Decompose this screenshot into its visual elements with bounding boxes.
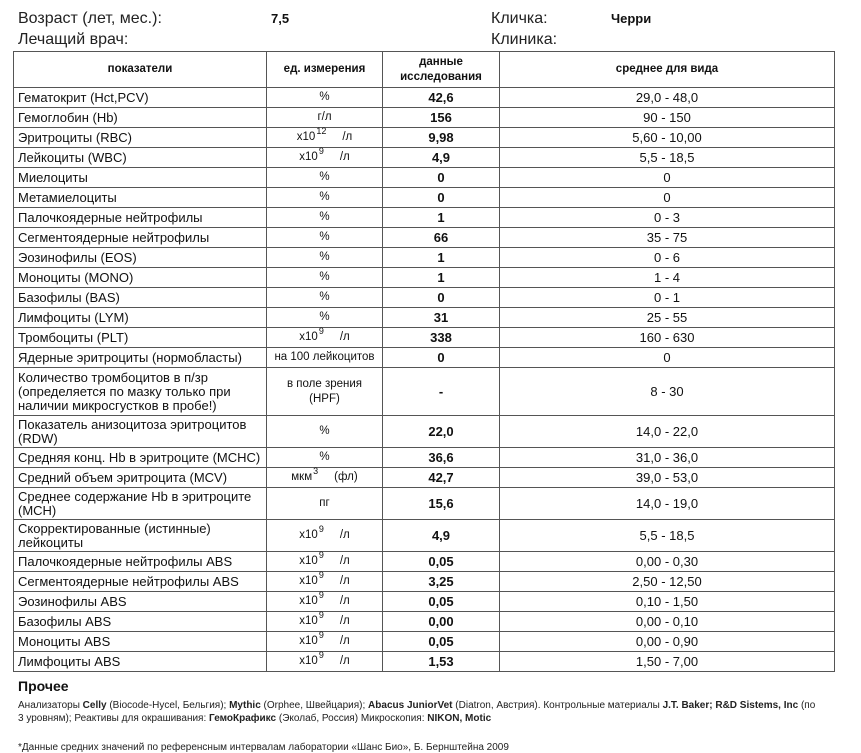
- reference-range: 2,50 - 12,50: [500, 572, 835, 592]
- result-value: 1: [383, 248, 500, 268]
- unit-suffix: /л: [339, 575, 350, 587]
- table-body: [14, 88, 835, 672]
- unit-base: x10: [296, 131, 316, 143]
- unit-cell: в поле зрения (HPF): [267, 368, 383, 416]
- indicator-name: Моноциты ABS: [14, 632, 267, 652]
- unit-cell: %: [267, 448, 383, 468]
- unit-exponent: 9: [318, 550, 324, 560]
- indicator-name: Моноциты (MONO): [14, 268, 267, 288]
- unit-base: x10: [299, 635, 318, 647]
- unit-cell: [267, 572, 383, 592]
- footer-text-part: J.T. Baker; R&D Sistems, Inc: [662, 700, 799, 711]
- reference-range: 0,10 - 1,50: [500, 592, 835, 612]
- unit-suffix: /л: [342, 131, 353, 143]
- table-row: [14, 128, 835, 148]
- reference-range: 29,0 - 48,0: [500, 88, 835, 108]
- reference-range: 160 - 630: [500, 328, 835, 348]
- result-value: 1,53: [383, 652, 500, 672]
- unit-cell: [267, 592, 383, 612]
- unit-cell: [267, 128, 383, 148]
- age-label: Возраст (лет, мес.):: [18, 10, 162, 27]
- indicator-name: Средняя конц. Hb в эритроците (MCHC): [14, 448, 267, 468]
- table-row: [14, 632, 835, 652]
- reference-range: 1 - 4: [500, 268, 835, 288]
- table-row: [14, 228, 835, 248]
- indicator-name: Лимфоциты (LYM): [14, 308, 267, 328]
- header-unit: ед. измерения: [267, 52, 383, 88]
- unit-cell: %: [267, 188, 383, 208]
- reference-range: 0 - 6: [500, 248, 835, 268]
- result-value: 0,05: [383, 632, 500, 652]
- table-row: [14, 652, 835, 672]
- table-row: [14, 368, 835, 416]
- result-value: 0,05: [383, 592, 500, 612]
- result-value: 338: [383, 328, 500, 348]
- unit-cell: %: [267, 168, 383, 188]
- unit-exponent: 9: [318, 570, 324, 580]
- result-value: 0: [383, 168, 500, 188]
- reference-range: 5,5 - 18,5: [500, 148, 835, 168]
- reference-range: 39,0 - 53,0: [500, 468, 835, 488]
- unit-exponent: 9: [318, 630, 324, 640]
- indicator-name: Миелоциты: [14, 168, 267, 188]
- header-reference: среднее для вида: [500, 52, 835, 88]
- reference-range: 0 - 3: [500, 208, 835, 228]
- result-value: 31: [383, 308, 500, 328]
- indicator-name: Гемоглобин (Hb): [14, 108, 267, 128]
- unit-cell: [267, 328, 383, 348]
- reference-range: 0,00 - 0,30: [500, 552, 835, 572]
- indicator-name: Гематокрит (Hct,PCV): [14, 88, 267, 108]
- unit-exponent: 9: [318, 650, 324, 660]
- table-row: [14, 248, 835, 268]
- footer-text-part: (по 3 уровням); Реактивы для окрашивания:: [18, 700, 816, 724]
- reference-range: 35 - 75: [500, 228, 835, 248]
- indicator-name: Показатель анизоцитоза эритроцитов (RDW): [14, 416, 267, 448]
- indicator-name: Средний объем эритроцита (MCV): [14, 468, 267, 488]
- reference-range: 5,5 - 18,5: [500, 520, 835, 552]
- table-row: [14, 168, 835, 188]
- unit-cell: %: [267, 208, 383, 228]
- reference-range: 0: [500, 188, 835, 208]
- reference-range: 0,00 - 0,90: [500, 632, 835, 652]
- unit-cell: [267, 520, 383, 552]
- footer-text-part: Abacus JuniorVet: [368, 700, 453, 711]
- indicator-name: Палочкоядерные нейтрофилы ABS: [14, 552, 267, 572]
- result-value: 0,05: [383, 552, 500, 572]
- table-row: [14, 348, 835, 368]
- unit-suffix: /л: [339, 655, 350, 667]
- reference-range: 0,00 - 0,10: [500, 612, 835, 632]
- result-value: 36,6: [383, 448, 500, 468]
- reference-range: 14,0 - 19,0: [500, 488, 835, 520]
- unit-base: x10: [299, 595, 318, 607]
- result-value: 0: [383, 288, 500, 308]
- unit-suffix: /л: [339, 555, 350, 567]
- reference-range: 25 - 55: [500, 308, 835, 328]
- indicator-name: Тромбоциты (PLT): [14, 328, 267, 348]
- unit-exponent: 9: [318, 146, 324, 156]
- indicator-name: Количество тромбоцитов в п/зр (определяется по мазку только при наличии микросгустков в пробе!): [14, 368, 267, 416]
- unit-cell: [267, 148, 383, 168]
- table-row: [14, 416, 835, 448]
- table-row: [14, 148, 835, 168]
- table-row: [14, 268, 835, 288]
- footer-text-part: (Diatron, Австрия). Контрольные материалы: [452, 700, 663, 711]
- result-value: 4,9: [383, 148, 500, 168]
- indicator-name: Базофилы ABS: [14, 612, 267, 632]
- unit-cell: %: [267, 88, 383, 108]
- footer-text-part: NIKON, Motic: [427, 713, 492, 724]
- unit-cell: [267, 652, 383, 672]
- reference-range: 90 - 150: [500, 108, 835, 128]
- reference-range: 1,50 - 7,00: [500, 652, 835, 672]
- result-value: 42,7: [383, 468, 500, 488]
- result-value: 1: [383, 268, 500, 288]
- nickname-label: Кличка:: [491, 10, 548, 27]
- unit-base: x10: [299, 151, 318, 163]
- unit-base: мкм: [291, 471, 313, 483]
- result-value: 0: [383, 188, 500, 208]
- unit-exponent: 9: [318, 610, 324, 620]
- unit-cell: [267, 468, 383, 488]
- unit-base: x10: [299, 615, 318, 627]
- unit-suffix: /л: [339, 529, 350, 541]
- unit-suffix: /л: [339, 151, 350, 163]
- unit-cell: %: [267, 308, 383, 328]
- unit-cell: %: [267, 268, 383, 288]
- reference-range: 0: [500, 348, 835, 368]
- footer-text-part: (Orphee, Швейцария);: [260, 700, 369, 711]
- unit-base: x10: [299, 331, 318, 343]
- indicator-name: Эритроциты (RBC): [14, 128, 267, 148]
- reference-range: 0 - 1: [500, 288, 835, 308]
- unit-cell: %: [267, 228, 383, 248]
- unit-suffix: /л: [339, 615, 350, 627]
- reference-range: 0: [500, 168, 835, 188]
- result-value: 9,98: [383, 128, 500, 148]
- indicator-name: Эозинофилы (EOS): [14, 248, 267, 268]
- table-row: [14, 328, 835, 348]
- footer-note: *Данные средних значений по референсным интервалам лаборатории «Шанс Био», Б. Бернштейна 2009: [18, 742, 509, 753]
- result-value: 156: [383, 108, 500, 128]
- unit-exponent: 9: [318, 524, 324, 534]
- indicator-name: Среднее содержание Hb в эритроците (MCH): [14, 488, 267, 520]
- reference-range: 31,0 - 36,0: [500, 448, 835, 468]
- table-row: [14, 612, 835, 632]
- table-row: [14, 520, 835, 552]
- footer-text-part: Mythic: [229, 700, 261, 711]
- unit-cell: [267, 612, 383, 632]
- table-row: [14, 592, 835, 612]
- table-row: [14, 208, 835, 228]
- table-row: [14, 188, 835, 208]
- result-value: 66: [383, 228, 500, 248]
- unit-cell: г/л: [267, 108, 383, 128]
- unit-exponent: 9: [318, 590, 324, 600]
- footer-equipment-text: [18, 699, 818, 725]
- indicator-name: Метамиелоциты: [14, 188, 267, 208]
- result-value: 0: [383, 348, 500, 368]
- unit-exponent: 12: [316, 126, 327, 136]
- unit-cell: %: [267, 416, 383, 448]
- reference-range: 8 - 30: [500, 368, 835, 416]
- unit-cell: [267, 552, 383, 572]
- doctor-label: Лечащий врач:: [18, 31, 129, 48]
- age-value: 7,5: [271, 11, 290, 26]
- footer-title: Прочее: [18, 678, 69, 694]
- result-value: 42,6: [383, 88, 500, 108]
- table-row: [14, 448, 835, 468]
- indicator-name: Ядерные эритроциты (нормобласты): [14, 348, 267, 368]
- table-row: [14, 88, 835, 108]
- indicator-name: Эозинофилы ABS: [14, 592, 267, 612]
- unit-suffix: /л: [339, 595, 350, 607]
- reference-range: 14,0 - 22,0: [500, 416, 835, 448]
- unit-suffix: (фл): [334, 471, 358, 483]
- table-row: [14, 552, 835, 572]
- unit-suffix: /л: [339, 331, 350, 343]
- footer-text-part: Celly: [82, 700, 107, 711]
- unit-cell: %: [267, 288, 383, 308]
- result-value: -: [383, 368, 500, 416]
- footer-text-part: ГемоКрафикс: [209, 713, 277, 724]
- table-row: [14, 288, 835, 308]
- indicator-name: Палочкоядерные нейтрофилы: [14, 208, 267, 228]
- unit-base: x10: [299, 655, 318, 667]
- unit-base: x10: [299, 555, 318, 567]
- unit-exponent: 9: [318, 326, 324, 336]
- table-row: [14, 468, 835, 488]
- table-row: [14, 572, 835, 592]
- indicator-name: Сегментоядерные нейтрофилы ABS: [14, 572, 267, 592]
- indicator-name: Сегментоядерные нейтрофилы: [14, 228, 267, 248]
- footer-text-part: (Эколаб, Россия) Микроскопия:: [276, 713, 428, 724]
- footer-text-part: Анализаторы: [18, 700, 83, 711]
- result-value: 1: [383, 208, 500, 228]
- footer-text-part: (Biocode-Hycel, Бельгия);: [106, 700, 230, 711]
- unit-base: x10: [299, 575, 318, 587]
- header-result: данные исследования: [383, 52, 500, 88]
- unit-base: x10: [299, 529, 318, 541]
- reference-range: 5,60 - 10,00: [500, 128, 835, 148]
- header-indicator: показатели: [14, 52, 267, 88]
- table-header-row: [14, 52, 835, 88]
- indicator-name: Лейкоциты (WBC): [14, 148, 267, 168]
- indicator-name: Лимфоциты ABS: [14, 652, 267, 672]
- indicator-name: Базофилы (BAS): [14, 288, 267, 308]
- unit-exponent: 3: [313, 466, 319, 476]
- unit-suffix: /л: [339, 635, 350, 647]
- unit-cell: на 100 лейкоцитов: [267, 348, 383, 368]
- indicator-name: Скорректированные (истинные) лейкоциты: [14, 520, 267, 552]
- table-row: [14, 108, 835, 128]
- nickname-value: Черри: [611, 11, 652, 26]
- unit-cell: %: [267, 248, 383, 268]
- unit-cell: пг: [267, 488, 383, 520]
- result-value: 3,25: [383, 572, 500, 592]
- table-row: [14, 308, 835, 328]
- result-value: 22,0: [383, 416, 500, 448]
- result-value: 0,00: [383, 612, 500, 632]
- unit-cell: [267, 632, 383, 652]
- result-value: 4,9: [383, 520, 500, 552]
- table-row: [14, 488, 835, 520]
- results-table: [13, 51, 835, 672]
- clinic-label: Клиника:: [491, 31, 558, 48]
- result-value: 15,6: [383, 488, 500, 520]
